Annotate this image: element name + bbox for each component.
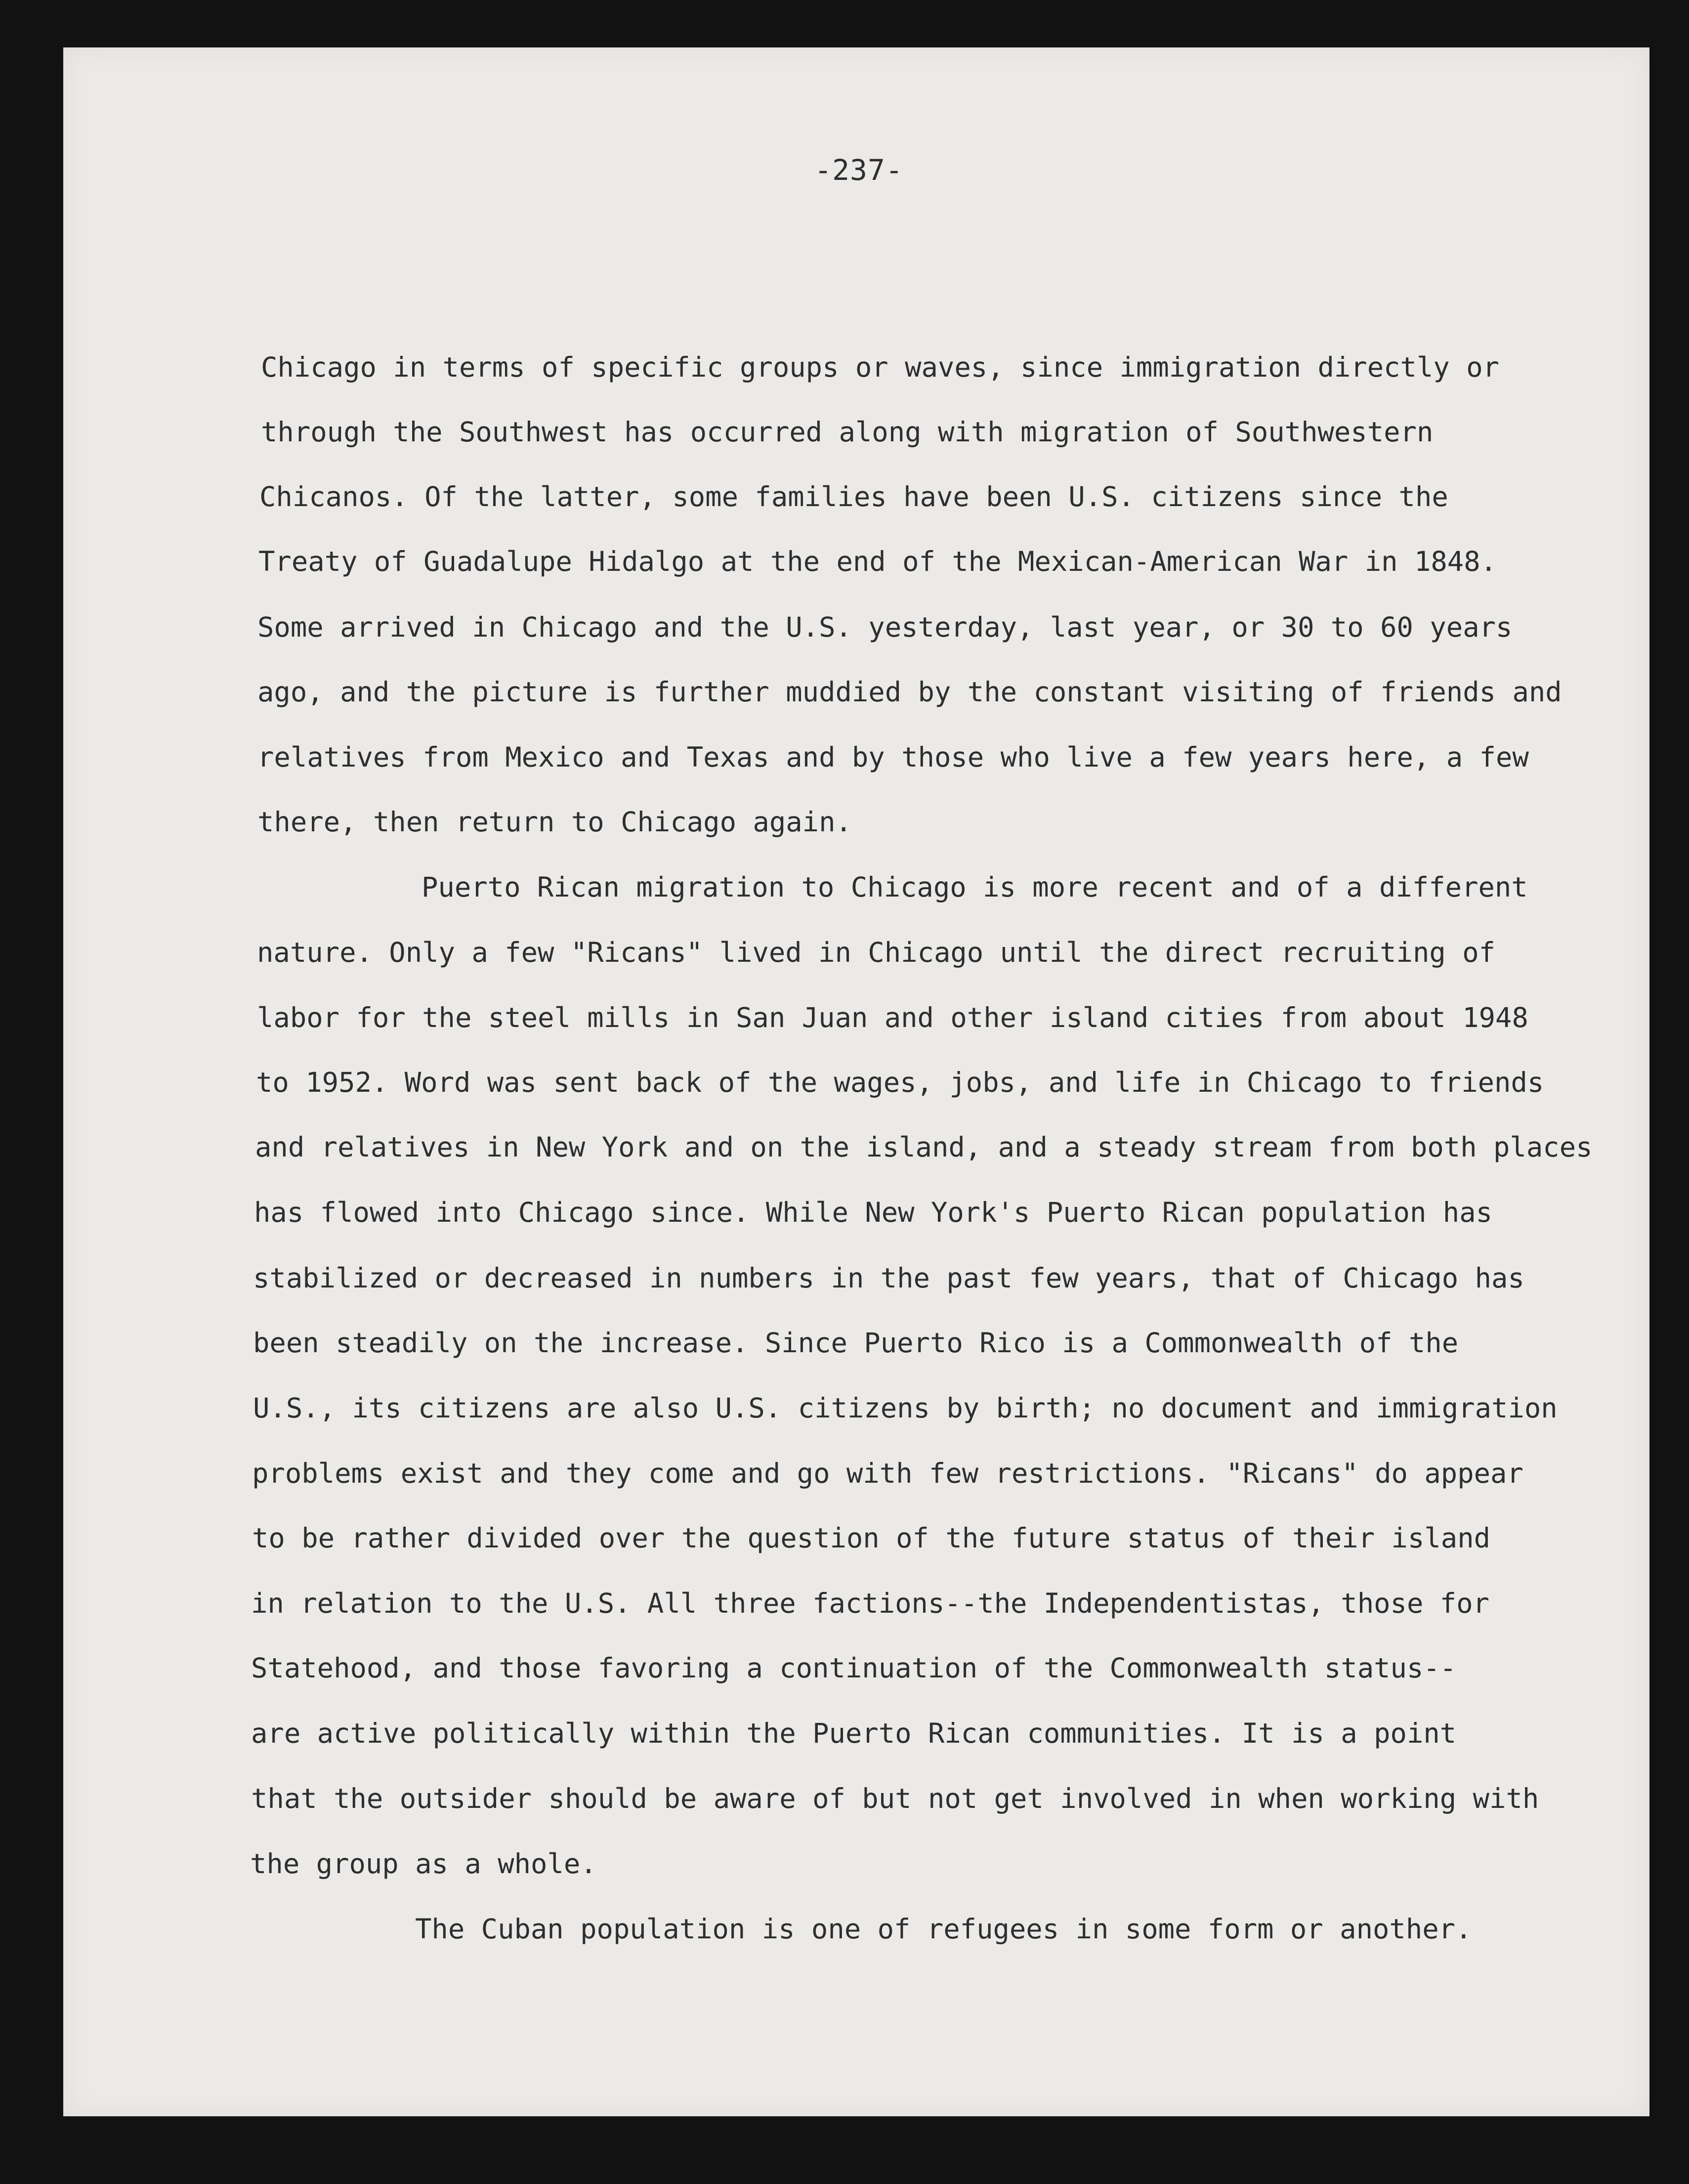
text-line: through the Southwest has occurred along with migration of Southwestern [261, 416, 1434, 448]
text-line: that the outsider should be aware of but not get involved in when working with [251, 1783, 1539, 1815]
text-line: U.S., its citizens are also U.S. citizens by birth; no document and immigration [253, 1392, 1558, 1424]
text-line: the group as a whole. [250, 1848, 597, 1880]
page-number: -237- [814, 153, 903, 187]
text-line: to be rather divided over the question of the future status of their island [252, 1522, 1491, 1554]
text-line: stabilized or decreased in numbers in the past few years, that of Chicago has [253, 1262, 1524, 1294]
text-line: been steadily on the increase. Since Puerto Rico is a Commonwealth of the [253, 1327, 1459, 1359]
text-line: Treaty of Guadalupe Hidalgo at the end of the Mexican-American War in 1848. [258, 546, 1497, 578]
text-line: ago, and the picture is further muddied by the constant visiting of friends and [257, 676, 1562, 708]
text-line: Chicanos. Of the latter, some families have been U.S. citizens since the [259, 481, 1448, 513]
text-line: problems exist and they come and go with few restrictions. "Ricans" do appear [252, 1457, 1523, 1490]
text-line: are active politically within the Puerto Rican communities. It is a point [251, 1717, 1457, 1750]
text-line: The Cuban population is one of refugees in some form or another. [415, 1913, 1472, 1945]
text-line: labor for the steel mills in San Juan and other island cities from about 1948 [257, 1002, 1528, 1034]
text-line: Statehood, and those favoring a continuation of the Commonwealth status-- [251, 1652, 1457, 1684]
text-line: and relatives in New York and on the island, and a steady stream from both places [255, 1131, 1593, 1163]
text-line: has flowed into Chicago since. While New York's Puerto Rican population has [254, 1197, 1493, 1229]
text-line: Puerto Rican migration to Chicago is more recent and of a different [422, 871, 1528, 903]
text-line: relatives from Mexico and Texas and by those who live a few years here, a few [257, 741, 1529, 773]
document-page [63, 47, 1649, 2116]
text-line: nature. Only a few "Ricans" lived in Chicago until the direct recruiting of [257, 937, 1496, 969]
text-line: Some arrived in Chicago and the U.S. yesterday, last year, or 30 to 60 years [257, 611, 1513, 643]
text-line: there, then return to Chicago again. [257, 806, 852, 838]
text-line: Chicago in terms of specific groups or waves, since immigration directly or [261, 351, 1500, 384]
text-line: in relation to the U.S. All three factions--the Independentistas, those for [251, 1587, 1490, 1620]
text-line: to 1952. Word was sent back of the wages, jobs, and life in Chicago to friends [256, 1067, 1544, 1099]
